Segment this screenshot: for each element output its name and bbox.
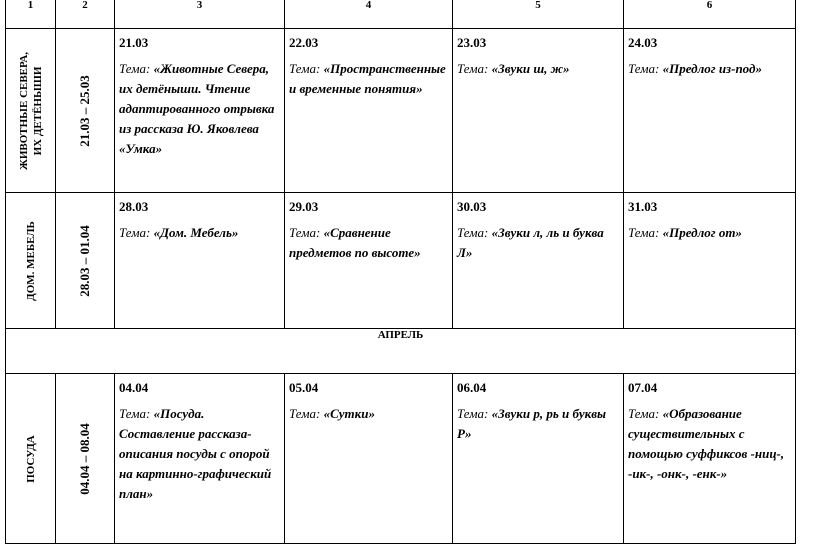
day-cell [285,374,453,544]
day-topic: «Животные Севера, их детёныши. Чтение адаптированного отрывка из рассказа Ю. Яковлева «Умка» [119,61,275,156]
topic-prefix: Тема: [457,61,492,76]
theme-cell [6,29,56,193]
day-date: 31.03 [628,199,658,214]
topic-prefix: Тема: [457,225,492,240]
theme-cell [6,193,56,329]
week-dates: 28.03 – 01.04 [77,224,92,297]
week-row [6,29,796,193]
theme-line: ДОМ. МЕБЕЛЬ [24,220,37,301]
header-cell-1: 1 [6,0,56,29]
topic-prefix: Тема: [289,61,324,76]
theme-label [24,435,38,483]
day-date: 28.03 [119,199,149,214]
dates-cell [56,374,115,544]
topic-prefix: Тема: [119,61,154,76]
day-date: 04.04 [119,380,149,395]
day-topic: «Предлог от» [662,225,742,240]
day-topic: «Дом. Мебель» [153,225,239,240]
day-cell [285,29,453,193]
month-label: АПРЕЛЬ [6,329,796,374]
day-topic: «Звуки л, ль и буква Л» [457,225,604,260]
day-topic: «Сравнение предметов по высоте» [289,225,421,260]
day-cell [115,29,285,193]
day-date: 23.03 [457,35,487,50]
day-cell [115,374,285,544]
day-topic: «Пространственные и временные понятия» [289,61,446,96]
day-date: 05.04 [289,380,319,395]
dates-cell [56,29,115,193]
day-topic: «Звуки р, рь и буквы Р» [457,406,607,441]
day-date: 21.03 [119,35,149,50]
day-topic: «Посуда. Составление рассказа-описания посуды с опорой на картинно-графический план» [119,406,272,501]
day-cell [115,193,285,329]
day-cell [624,193,796,329]
topic-prefix: Тема: [119,406,154,421]
topic-prefix: Тема: [289,406,324,421]
header-cell-6: 6 [624,0,796,29]
week-dates: 04.04 – 08.04 [77,422,92,495]
day-cell [453,193,624,329]
header-row [6,0,796,29]
topic-prefix: Тема: [628,225,663,240]
theme-line: ИХ ДЕТЁНЫШИ [31,66,44,155]
week-row [6,193,796,329]
day-date: 29.03 [289,199,319,214]
topic-prefix: Тема: [628,61,663,76]
day-topic: «Сутки» [323,406,375,421]
theme-line: ЖИВОТНЫЕ СЕВЕРА, [17,51,30,170]
day-date: 24.03 [628,35,658,50]
day-cell [624,29,796,193]
header-cell-4: 4 [285,0,453,29]
day-date: 30.03 [457,199,487,214]
header-cell-2: 2 [56,0,115,29]
topic-prefix: Тема: [289,225,324,240]
schedule-table [5,0,796,544]
day-topic: «Предлог из-под» [662,61,762,76]
header-cell-5: 5 [453,0,624,29]
theme-label [24,221,38,301]
day-date: 06.04 [457,380,487,395]
topic-prefix: Тема: [628,406,663,421]
day-date: 22.03 [289,35,319,50]
day-cell [285,193,453,329]
theme-cell [6,374,56,544]
day-cell [624,374,796,544]
day-cell [453,374,624,544]
week-dates: 21.03 – 25.03 [77,74,92,147]
week-row [6,374,796,544]
day-date: 07.04 [628,380,658,395]
day-topic: «Звуки ш, ж» [491,61,570,76]
dates-cell [56,193,115,329]
day-cell [453,29,624,193]
topic-prefix: Тема: [457,406,492,421]
header-cell-3: 3 [115,0,285,29]
topic-prefix: Тема: [119,225,154,240]
month-row [6,329,796,374]
theme-label [17,51,45,169]
day-topic: «Образование существительных с помощью суффиксов -ниц-, -ик-, -онк-, -енк-» [628,406,785,481]
theme-line: ПОСУДА [24,434,37,483]
